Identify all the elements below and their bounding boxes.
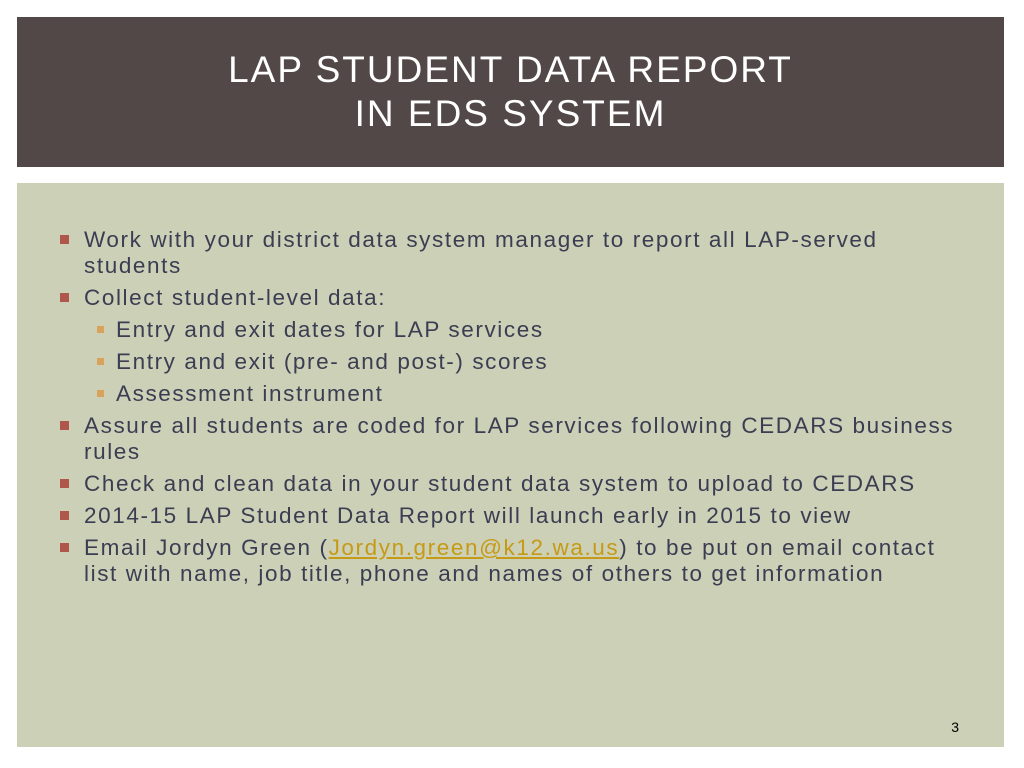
bullet-item <box>60 471 960 497</box>
bullet-text: 2014-15 LAP Student Data Report will launch early in 2015 to view <box>84 503 852 528</box>
bullet-text: Check and clean data in your student data system to upload to CEDARS <box>84 471 916 496</box>
title-bar <box>17 17 1004 167</box>
email-link[interactable]: Jordyn.green@k12.wa.us <box>328 535 620 560</box>
square-bullet-icon <box>60 543 69 552</box>
bullet-text: Collect student-level data: <box>84 285 387 310</box>
sub-bullet-item <box>60 317 960 343</box>
bullet-text-prefix: Email Jordyn Green ( <box>84 535 329 560</box>
slide-title-line-1: LAP STUDENT DATA REPORT <box>228 49 793 90</box>
square-sub-bullet-icon <box>97 358 104 365</box>
bullet-item-email <box>60 535 960 587</box>
sub-bullet-text: Assessment instrument <box>116 381 384 406</box>
square-bullet-icon <box>60 479 69 488</box>
square-sub-bullet-icon <box>97 326 104 333</box>
content-panel <box>17 183 1004 747</box>
bullet-item <box>60 413 960 465</box>
square-bullet-icon <box>60 511 69 520</box>
square-bullet-icon <box>60 421 69 430</box>
square-bullet-icon <box>60 235 69 244</box>
sub-bullet-item <box>60 349 960 375</box>
square-bullet-icon <box>60 293 69 302</box>
bullet-item <box>60 503 960 529</box>
bullet-item <box>60 227 960 279</box>
square-sub-bullet-icon <box>97 390 104 397</box>
bullet-text: Assure all students are coded for LAP services following CEDARS business rules <box>84 413 955 464</box>
sub-bullet-text: Entry and exit dates for LAP services <box>116 317 544 342</box>
bullet-item <box>60 285 960 311</box>
sub-bullet-item <box>60 381 960 407</box>
slide-title-line-2: IN EDS SYSTEM <box>354 93 667 134</box>
page-number: 3 <box>951 719 959 735</box>
sub-bullet-text: Entry and exit (pre- and post-) scores <box>116 349 549 374</box>
bullet-list <box>60 227 960 593</box>
bullet-text-suffix: ) to be put on email contact list with name, job title, phone and names of others to get information <box>84 535 936 586</box>
bullet-text: Work with your district data system manager to report all LAP-served students <box>84 227 878 278</box>
